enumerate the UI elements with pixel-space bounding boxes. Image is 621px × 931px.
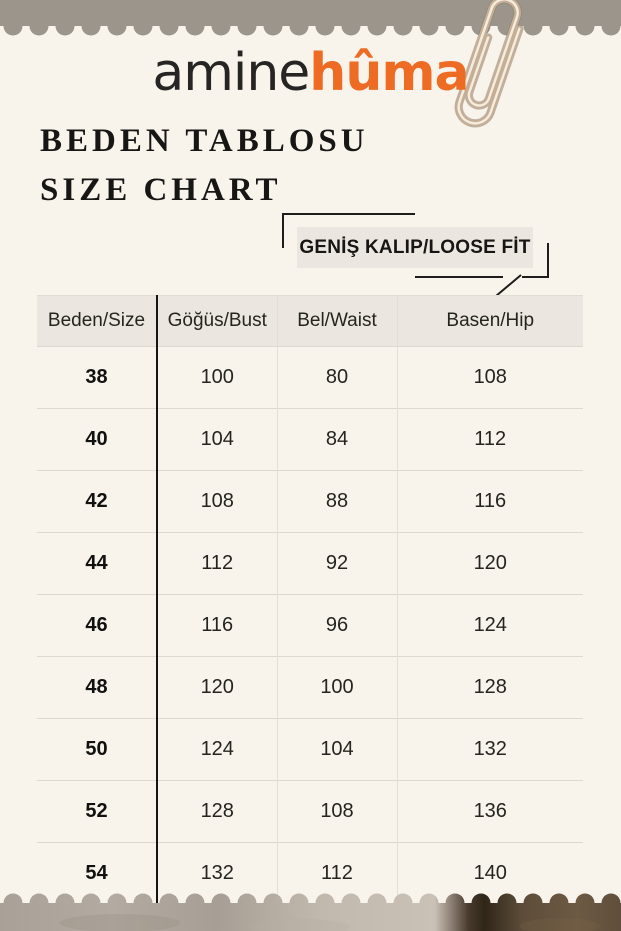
size-cell: 40 bbox=[37, 409, 157, 471]
fabric-photo bbox=[0, 893, 621, 931]
size-cell: 52 bbox=[37, 781, 157, 843]
measure-cell: 128 bbox=[397, 657, 583, 719]
brand-logo-right: hûma bbox=[309, 43, 469, 103]
measure-cell: 132 bbox=[157, 843, 277, 905]
measure-cell: 136 bbox=[397, 781, 583, 843]
size-cell: 54 bbox=[37, 843, 157, 905]
table-row bbox=[37, 781, 583, 843]
measure-cell: 116 bbox=[397, 471, 583, 533]
table-row bbox=[37, 533, 583, 595]
size-cell: 48 bbox=[37, 657, 157, 719]
measure-cell: 116 bbox=[157, 595, 277, 657]
measure-cell: 128 bbox=[157, 781, 277, 843]
table-row bbox=[37, 719, 583, 781]
table-row bbox=[37, 347, 583, 409]
measure-cell: 108 bbox=[397, 347, 583, 409]
measure-cell: 132 bbox=[397, 719, 583, 781]
page-title-tr: BEDEN TABLOSU bbox=[40, 123, 369, 159]
table-header-row bbox=[37, 296, 583, 347]
table-row bbox=[37, 409, 583, 471]
column-header-size: Beden/Size bbox=[37, 296, 157, 347]
measure-cell: 124 bbox=[397, 595, 583, 657]
measure-cell: 100 bbox=[157, 347, 277, 409]
size-cell: 44 bbox=[37, 533, 157, 595]
table-row bbox=[37, 595, 583, 657]
column-header-waist: Bel/Waist bbox=[277, 296, 397, 347]
page-title-en: SIZE CHART bbox=[40, 172, 282, 208]
measure-cell: 88 bbox=[277, 471, 397, 533]
measure-cell: 92 bbox=[277, 533, 397, 595]
measure-cell: 108 bbox=[157, 471, 277, 533]
measure-cell: 120 bbox=[397, 533, 583, 595]
measure-cell: 124 bbox=[157, 719, 277, 781]
size-cell: 46 bbox=[37, 595, 157, 657]
measure-cell: 100 bbox=[277, 657, 397, 719]
size-cell: 38 bbox=[37, 347, 157, 409]
measure-cell: 112 bbox=[157, 533, 277, 595]
size-table bbox=[37, 295, 583, 905]
measure-cell: 108 bbox=[277, 781, 397, 843]
size-cell: 50 bbox=[37, 719, 157, 781]
size-cell: 42 bbox=[37, 471, 157, 533]
table-row bbox=[37, 471, 583, 533]
size-table-body bbox=[37, 347, 583, 905]
measure-cell: 140 bbox=[397, 843, 583, 905]
table-row bbox=[37, 657, 583, 719]
measure-cell: 84 bbox=[277, 409, 397, 471]
measure-cell: 80 bbox=[277, 347, 397, 409]
fit-callout-label: GENİŞ KALIP/LOOSE FİT bbox=[299, 236, 531, 258]
measure-cell: 112 bbox=[277, 843, 397, 905]
measure-cell: 104 bbox=[157, 409, 277, 471]
title-block bbox=[40, 117, 369, 215]
measure-cell: 120 bbox=[157, 657, 277, 719]
brand-logo bbox=[0, 42, 621, 104]
fit-callout bbox=[297, 227, 533, 268]
column-header-bust: Göğüs/Bust bbox=[157, 296, 277, 347]
measure-cell: 112 bbox=[397, 409, 583, 471]
measure-cell: 96 bbox=[277, 595, 397, 657]
brand-logo-left: amine bbox=[152, 43, 310, 103]
column-header-hip: Basen/Hip bbox=[397, 296, 583, 347]
measure-cell: 104 bbox=[277, 719, 397, 781]
